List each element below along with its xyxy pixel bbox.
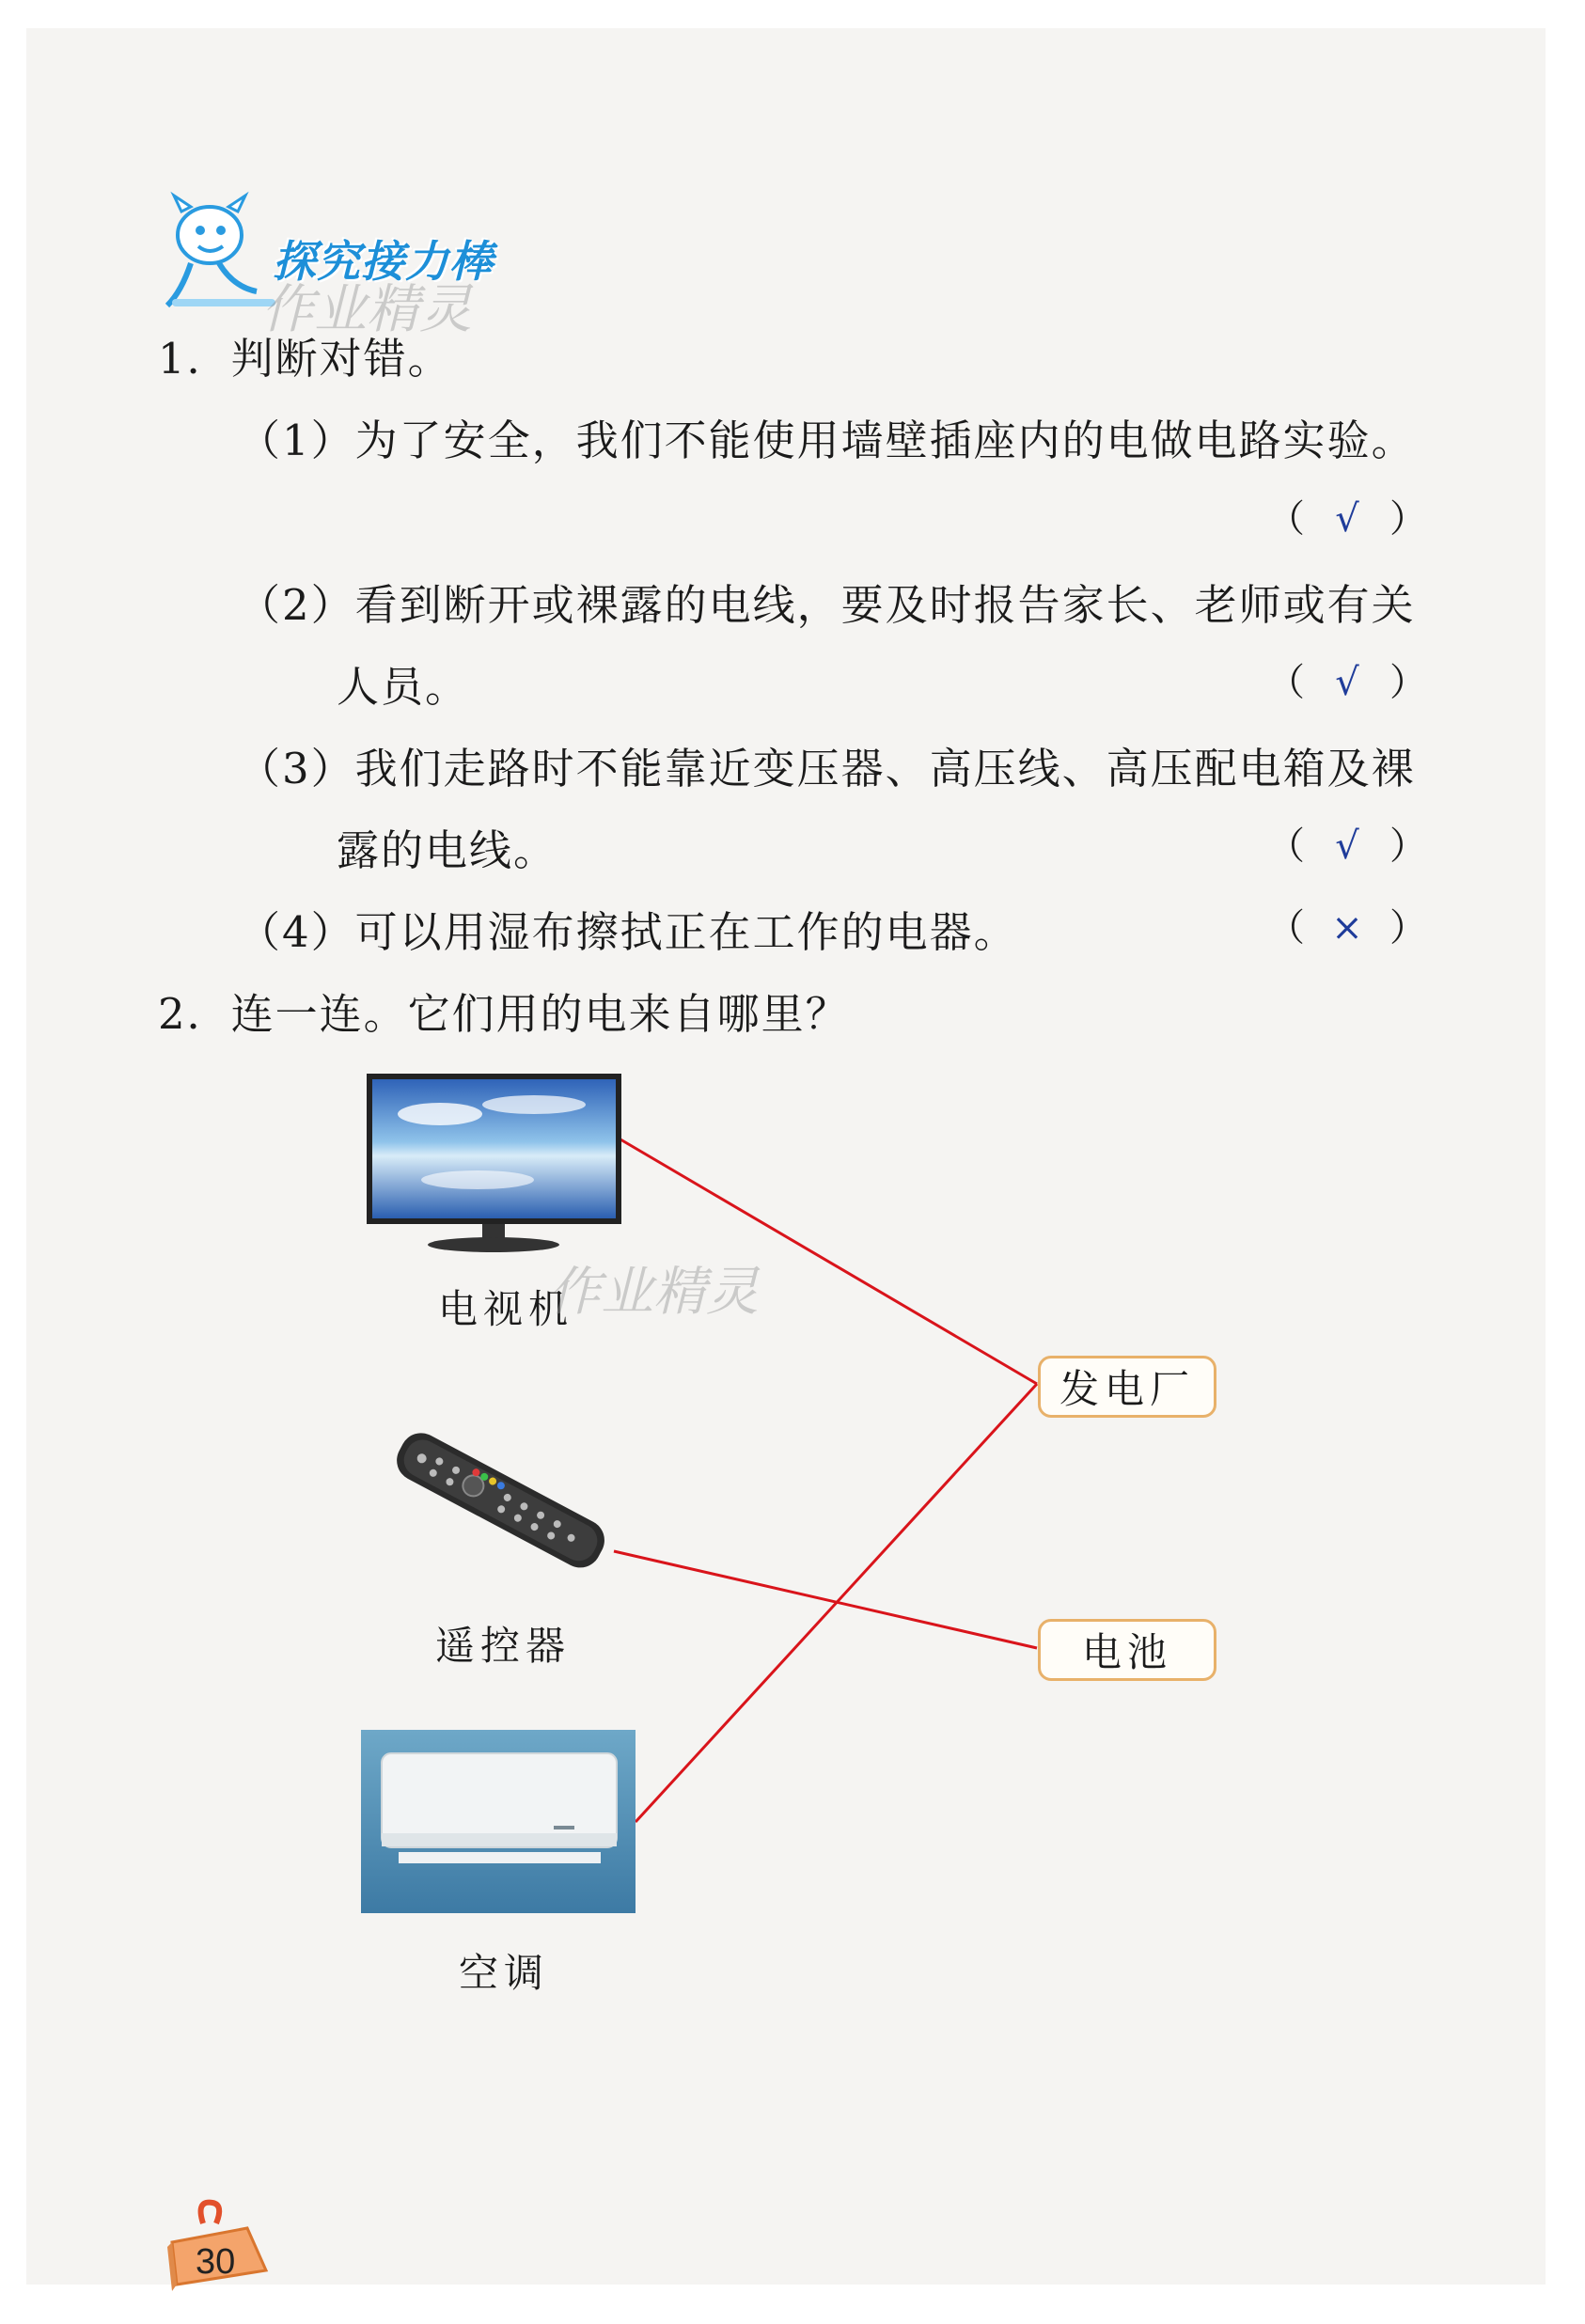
page-number: 30	[196, 2242, 236, 2282]
connection-lines	[26, 28, 1546, 2285]
line-ac-to-power-plant	[636, 1384, 1037, 1822]
watermark: 作业精灵	[548, 1262, 759, 1323]
q1-item-1: （1）为了安全，我们不能使用墙壁插座内的电做电路实验。	[238, 416, 1416, 465]
source-label-power-plant: 发电厂	[1059, 1366, 1195, 1412]
watermark: 作业精灵	[261, 279, 472, 340]
q1-item-4: （4）可以用湿布擦拭正在工作的电器。	[238, 907, 1018, 957]
q1-item-3-cont: 露的电线。	[337, 825, 558, 875]
source-label-battery: 电池	[1081, 1629, 1172, 1675]
check-mark: √	[1335, 661, 1359, 704]
device-label-remote: 遥控器	[435, 1623, 572, 1669]
q1-answer-2: （ √ ）	[1267, 661, 1427, 704]
q1-item-3: （3）我们走路时不能靠近变压器、高压线、高压配电箱及裸	[238, 744, 1416, 793]
cross-mark: ×	[1331, 906, 1363, 950]
q1-heading: 1．判断对错。	[158, 334, 452, 384]
line-remote-to-battery	[614, 1551, 1037, 1648]
check-mark: √	[1335, 824, 1359, 868]
q1-item-2-cont: 人员。	[337, 662, 470, 712]
device-label-tv: 电视机	[438, 1286, 574, 1332]
remote-control-image	[374, 1420, 628, 1579]
source-box-battery[interactable]	[1038, 1619, 1216, 1681]
section-title: 探究接力棒	[273, 236, 494, 287]
device-label-ac: 空调	[459, 1950, 550, 1996]
tv-image	[365, 1072, 623, 1269]
page-number-tag	[158, 2195, 280, 2303]
source-box-power-plant[interactable]	[1038, 1356, 1216, 1418]
q1-answer-3: （ √ ）	[1267, 824, 1427, 868]
q1-answer-4: （ × ）	[1267, 906, 1427, 950]
air-conditioner-image	[361, 1730, 636, 1913]
workbook-page	[26, 28, 1546, 2285]
q2-heading: 2．连一连。它们用的电来自哪里？	[158, 989, 850, 1039]
q1-answer-1: （ √ ）	[1267, 497, 1427, 541]
q1-item-2: （2）看到断开或裸露的电线，要及时报告家长、老师或有关	[238, 580, 1416, 630]
check-mark: √	[1335, 497, 1359, 541]
